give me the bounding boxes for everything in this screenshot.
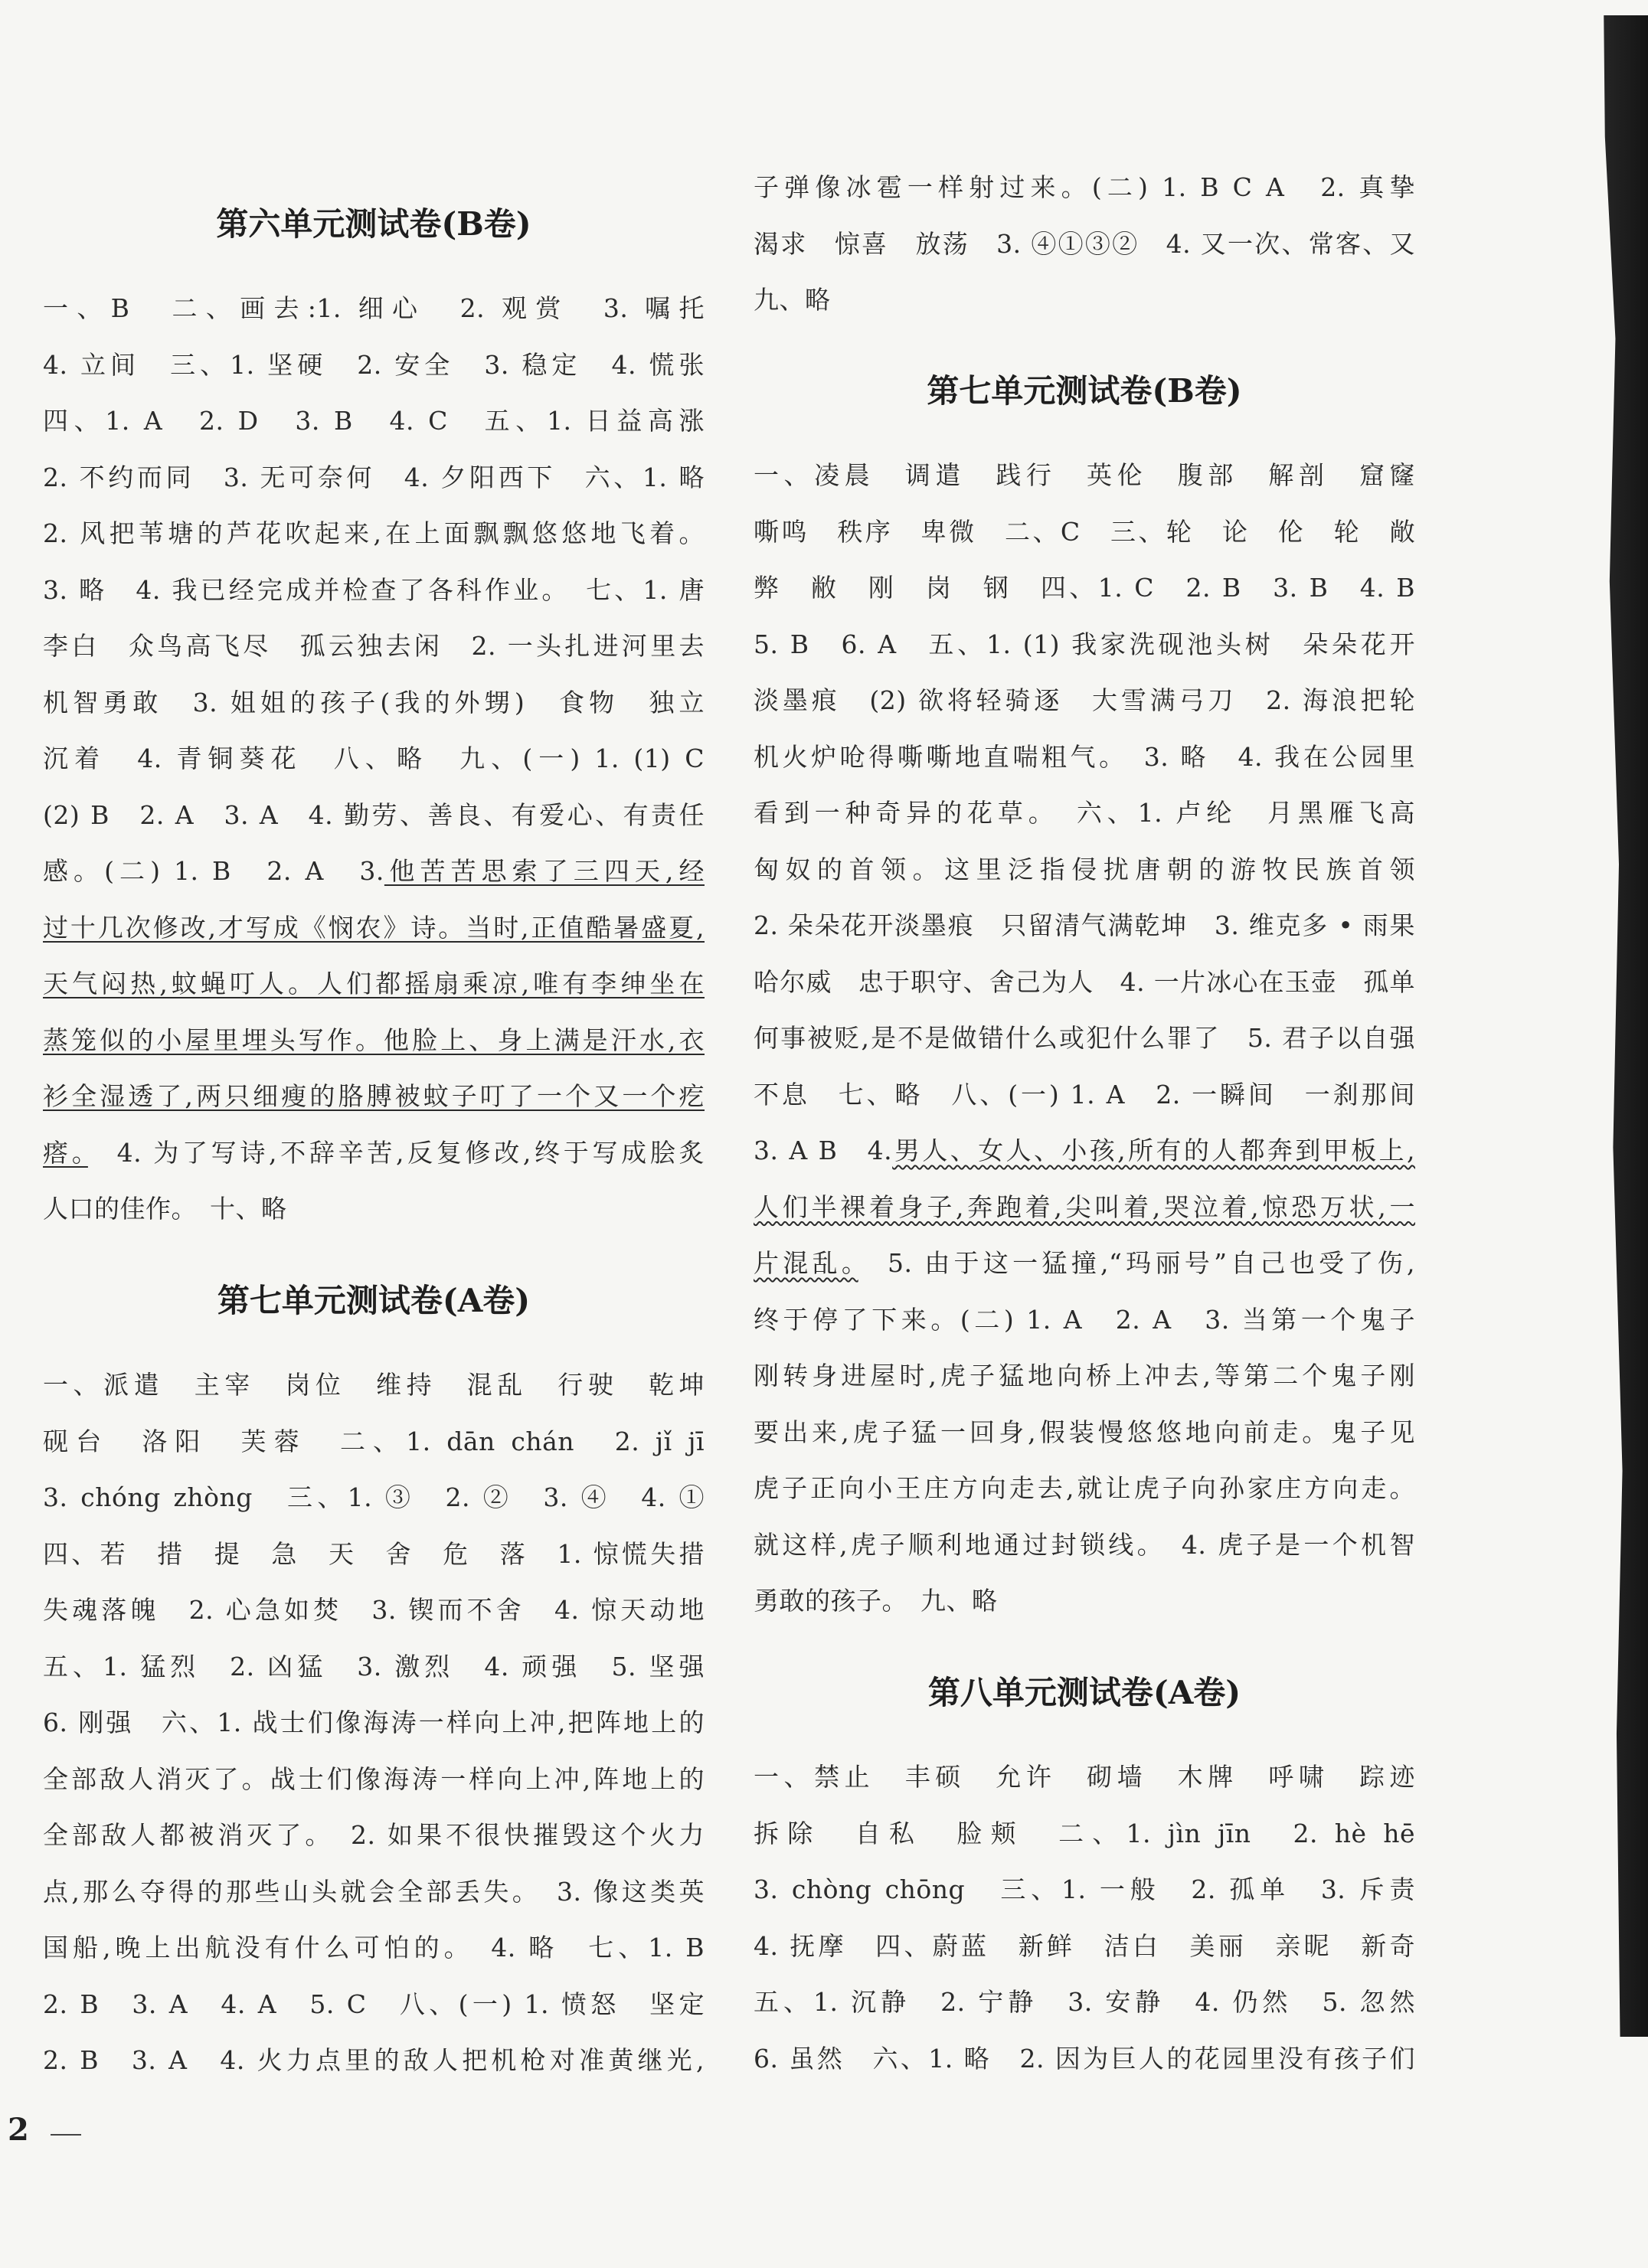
answer-line: 拆除 自私 脸颊 二、1. jìn jīn 2. hè hē — [754, 1818, 1415, 1848]
answer-line: 子弹像冰雹一样射过来。(二) 1. B C A 2. 真挚 — [754, 172, 1415, 202]
answer-line: 四、若 措 提 急 天 舍 危 落 1. 惊慌失措 — [43, 1538, 705, 1569]
answer-line: 国船,晚上出航没有什么可怕的。 4. 略 七、1. B — [43, 1933, 705, 1962]
answer-line — [43, 900, 705, 956]
answer-line: 5. B 6. A 五、1. (1) 我家洗砚池头树 朵朵花开 — [754, 629, 1415, 659]
page-number-rule — [51, 2134, 81, 2136]
answer-line: 人口的佳作。 十、略 — [43, 1194, 287, 1224]
answer-line: 虎子正向小王庄方向走去,就让虎子向孙家庄方向走。 — [754, 1473, 1415, 1503]
answer-line: 6. 虽然 六、1. 略 2. 因为巨人的花园里没有孩子们 — [754, 2043, 1415, 2074]
answer-line: 嘶鸣 秩序 卑微 二、C 三、轮 论 伦 轮 敞 — [754, 516, 1415, 547]
answer-line: 五、1. 沉静 2. 宁静 3. 安静 4. 仍然 5. 忽然 — [754, 1987, 1415, 2017]
underlined-passage: 衫全湿透了,两只细瘦的胳膊被蚊子叮了一个又一个疙 — [43, 1081, 705, 1111]
answer-line: 何事被贬,是不是做错什么或犯什么罪了 5. 君子以自强 — [754, 1023, 1415, 1053]
answer-line: 3. chòng chōng 三、1. 一般 2. 孤单 3. 斥责 — [754, 1874, 1415, 1904]
answer-line: (2) B 2. A 3. A 4. 勤劳、善良、有爱心、有责任 — [43, 799, 705, 830]
answer-line — [43, 843, 705, 900]
answer-line: 李白 众鸟高飞尽 孤云独去闲 2. 一头扎进河里去 — [43, 631, 705, 661]
answer-text: 5. 由于这一猛撞,“玛丽号”自己也受了伤, — [887, 1248, 1415, 1278]
answer-line: 机智勇敢 3. 姐姐的孩子(我的外甥) 食物 独立 — [43, 687, 705, 717]
answer-line: 一、凌晨 调遣 践行 英伦 腹部 解剖 窟窿 — [754, 460, 1415, 490]
answer-line — [754, 1123, 1415, 1179]
answer-line: 一、禁止 丰硕 允许 砌墙 木牌 呼啸 踪迹 — [754, 1762, 1415, 1792]
page-number: 2 — [8, 2112, 29, 2148]
section-body-unit7-a — [43, 1357, 705, 2089]
answer-line: 全部敌人都被消灭了。 2. 如果不很快摧毁这个火力 — [43, 1820, 705, 1850]
answer-line: 全部敌人消灭了。战士们像海涛一样向上冲,阵地上的 — [43, 1763, 705, 1794]
answer-line: 点,那么夺得的那些山头就会全部丢失。 3. 像这类英 — [43, 1876, 705, 1907]
answer-text: 4. 为了写诗,不辞辛苦,反复修改,终于写成脍炙 — [116, 1137, 705, 1168]
underlined-passage: 过十几次修改,才写成《悯农》诗。当时,正值酷暑盛夏, — [43, 912, 705, 943]
answer-line: 砚台 洛阳 芙蓉 二、1. dān chán 2. jǐ jī — [43, 1426, 705, 1456]
answer-line — [43, 956, 705, 1012]
section-title-unit7-a: 第七单元测试卷(A卷) — [217, 1282, 531, 1319]
answer-line: 渴求 惊喜 放荡 3. ④①③② 4. 又一次、常客、又 — [754, 228, 1415, 259]
answer-line — [754, 1179, 1415, 1236]
answer-line: 不息 七、略 八、(一) 1. A 2. 一瞬间 一刹那间 — [754, 1079, 1415, 1109]
answer-line: 3. chóng zhòng 三、1. ③ 2. ② 3. ④ 4. ① — [43, 1482, 705, 1512]
answer-line: 2. 不约而同 3. 无可奈何 4. 夕阳西下 六、1. 略 — [43, 462, 705, 492]
section-body-unit7-b — [754, 447, 1415, 1629]
answer-line: 勇敢的孩子。 九、略 — [754, 1586, 998, 1616]
answer-line: 九、略 — [754, 285, 831, 315]
section-body-unit8-a — [754, 1749, 1415, 2087]
page-edge-shadow — [1590, 15, 1648, 2037]
section-body-unit6-b — [43, 280, 705, 1237]
answer-line: 匈奴的首领。这里泛指侵扰唐朝的游牧民族首领 — [754, 854, 1415, 884]
answer-line: 淡墨痕 (2) 欲将轻骑逐 大雪满弓刀 2. 海浪把轮 — [754, 685, 1415, 715]
answer-line: 沉着 4. 青铜葵花 八、略 九、(一) 1. (1) C — [43, 743, 705, 773]
answer-line: 一、派遣 主宰 岗位 维持 混乱 行驶 乾坤 — [43, 1370, 705, 1400]
underlined-passage: 瘩。 — [43, 1137, 88, 1168]
answer-line: 刚转身进屋时,虎子猛地向桥上冲去,等第二个鬼子刚 — [754, 1361, 1415, 1391]
wavy-underlined-passage: 男人、女人、小孩,所有的人都奔到甲板上, — [892, 1136, 1415, 1165]
answer-line: 机火炉呛得嘶嘶地直喘粗气。 3. 略 4. 我在公园里 — [754, 741, 1415, 772]
section-title-unit6-b: 第六单元测试卷(B卷) — [216, 205, 531, 243]
answer-line: 4. 立间 三、1. 坚硬 2. 安全 3. 稳定 4. 慌张 — [43, 349, 705, 380]
underlined-passage: 他苦苦思索了三四天,经 — [384, 856, 705, 886]
section-title-unit7-b: 第七单元测试卷(B卷) — [927, 372, 1242, 410]
answer-line: 2. 风把苇塘的芦花吹起来,在上面飘飘悠悠地飞着。 — [43, 518, 705, 548]
answer-line: 看到一种奇异的花草。 六、1. 卢纶 月黑雁飞高 — [754, 798, 1415, 828]
answer-line: 6. 刚强 六、1. 战士们像海涛一样向上冲,把阵地上的 — [43, 1708, 705, 1737]
answer-line: 一、B 二、画去:1. 细心 2. 观赏 3. 嘱托 — [43, 293, 705, 323]
section-body-continued — [754, 159, 1415, 328]
answer-line: 2. 朵朵花开淡墨痕 只留清气满乾坤 3. 维克多 • 雨果 — [754, 910, 1415, 940]
answer-line: 哈尔威 忠于职守、舍己为人 4. 一片冰心在玉壶 孤单 — [754, 966, 1415, 997]
answer-line: 五、1. 猛烈 2. 凶猛 3. 激烈 4. 顽强 5. 坚强 — [43, 1651, 705, 1681]
answer-text: 感。(二) 1. B 2. A 3. — [43, 856, 384, 886]
answer-line — [43, 1125, 705, 1181]
answer-line: 2. B 3. A 4. 火力点里的敌人把机枪对准黄继光, — [43, 2045, 705, 2075]
answer-line — [754, 1235, 1415, 1292]
answer-line: 3. 略 4. 我已经完成并检查了各科作业。 七、1. 唐 — [43, 574, 705, 605]
answer-line — [43, 1068, 705, 1125]
answer-text: 3. A B 4. — [754, 1136, 893, 1165]
answer-line: 4. 抚摩 四、蔚蓝 新鲜 洁白 美丽 亲昵 新奇 — [754, 1930, 1415, 1961]
underlined-passage: 蒸笼似的小屋里埋头写作。他脸上、身上满是汗水,衣 — [43, 1025, 705, 1055]
answer-line — [43, 1012, 705, 1069]
answer-line: 要出来,虎子猛一回身,假装慢悠悠地向前走。鬼子见 — [754, 1417, 1415, 1447]
answer-line: 四、1. A 2. D 3. B 4. C 五、1. 日益高涨 — [43, 406, 705, 436]
wavy-underlined-passage: 人们半裸着身子,奔跑着,尖叫着,哭泣着,惊恐万状,一 — [754, 1191, 1415, 1222]
answer-line: 就这样,虎子顺利地通过封锁线。 4. 虎子是一个机智 — [754, 1529, 1415, 1560]
answer-line: 失魂落魄 2. 心急如焚 3. 锲而不舍 4. 惊天动地 — [43, 1595, 705, 1625]
wavy-underlined-passage: 片混乱。 — [754, 1248, 858, 1278]
section-title-unit8-a: 第八单元测试卷(A卷) — [927, 1674, 1241, 1711]
answer-line: 弊 敝 刚 岗 钢 四、1. C 2. B 3. B 4. B — [754, 573, 1415, 603]
answer-line: 2. B 3. A 4. A 5. C 八、(一) 1. 愤怒 坚定 — [43, 1989, 705, 2019]
answer-line: 终于停了下来。(二) 1. A 2. A 3. 当第一个鬼子 — [754, 1304, 1415, 1335]
underlined-passage: 天气闷热,蚊蝇叮人。人们都摇扇乘凉,唯有李绅坐在 — [43, 969, 705, 998]
